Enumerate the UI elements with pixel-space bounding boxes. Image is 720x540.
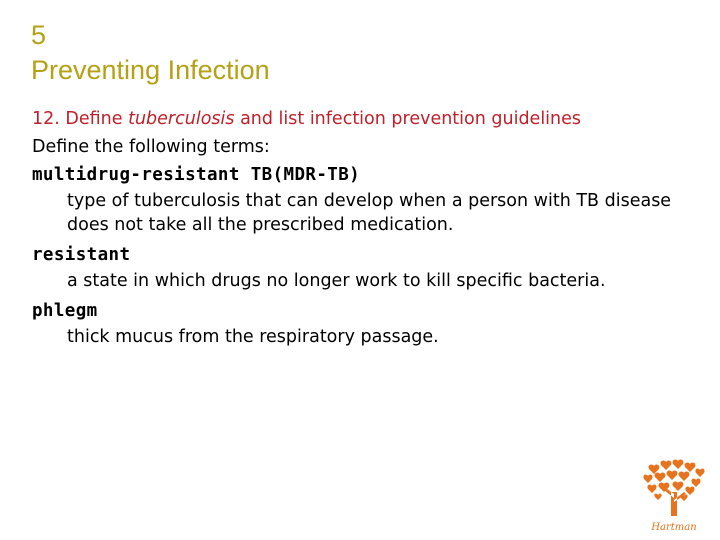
slide-body [32, 105, 702, 353]
objective-suffix: and list infection prevention guidelines [234, 109, 582, 129]
objective-prefix: 12. Define [32, 109, 129, 129]
hartman-logo-icon [640, 456, 708, 536]
tree-trunk [664, 488, 686, 516]
chapter-number: 5 [31, 20, 47, 50]
logo-wordmark: Hartman [651, 522, 697, 533]
learning-objective [32, 105, 702, 133]
intro-text: Define the following terms: [32, 137, 270, 157]
term-mdr-tb: multidrug-resistant TB(MDR-TB) [32, 165, 361, 185]
objective-emphasis: tuberculosis [128, 109, 235, 129]
definition-phlegm: thick mucus from the respiratory passage. [67, 327, 439, 347]
definition-mdr-tb: type of tuberculosis that can develop when a person with TB disease does not take all the prescribed medication. [67, 191, 672, 235]
chapter-title: Preventing Infection [31, 55, 270, 85]
term-phlegm: phlegm [32, 301, 98, 321]
term-resistant: resistant [32, 245, 131, 265]
definition-resistant: a state in which drugs no longer work to kill specific bacteria. [67, 271, 606, 291]
